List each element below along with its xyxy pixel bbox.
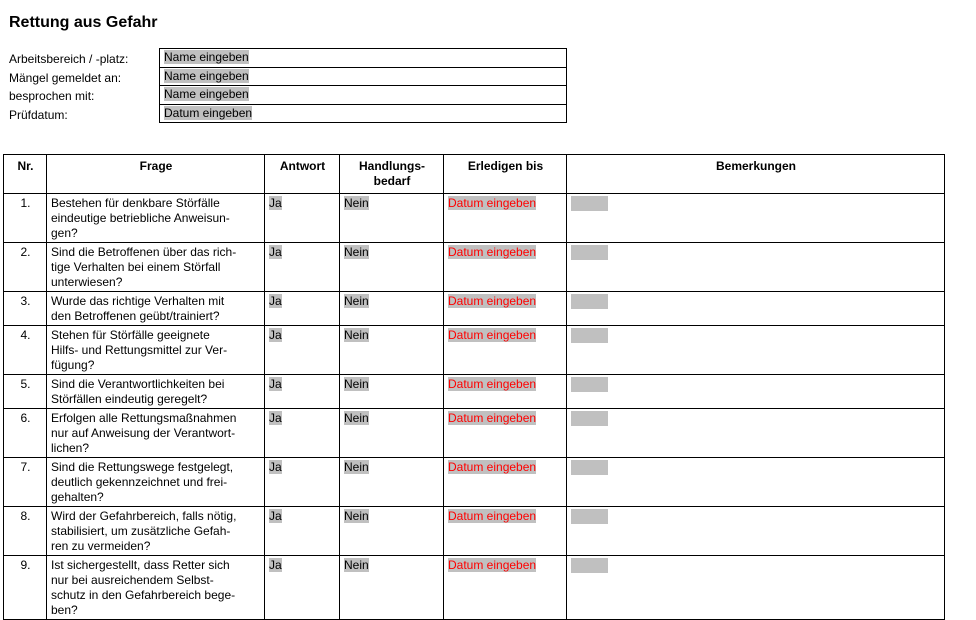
erledigen-value[interactable]: Datum eingeben: [448, 196, 537, 210]
bemerkungen-cell[interactable]: [567, 194, 945, 243]
table-row: [4, 507, 945, 556]
header-frage: Frage: [47, 155, 265, 194]
handlungsbedarf-value[interactable]: Nein: [344, 328, 369, 342]
erledigen-value[interactable]: Datum eingeben: [448, 509, 537, 523]
erledigen-cell[interactable]: [444, 243, 567, 292]
row-number: 5.: [4, 375, 47, 409]
question-cell: [47, 243, 265, 292]
question-line: Wird der Gefahrbereich, falls nötig,: [51, 509, 237, 523]
page-title: Rettung aus Gefahr: [9, 14, 158, 31]
row-number: 8.: [4, 507, 47, 556]
question-line: eindeutige betriebliche Anweisun-: [51, 211, 230, 225]
handlungsbedarf-value[interactable]: Nein: [344, 509, 369, 523]
bemerkungen-value[interactable]: [571, 377, 608, 392]
antwort-cell[interactable]: [265, 292, 340, 326]
question-line: Ist sichergestellt, dass Retter sich: [51, 558, 230, 572]
erledigen-value[interactable]: Datum eingeben: [448, 460, 537, 474]
question-line: unterwiesen?: [51, 275, 123, 289]
antwort-cell[interactable]: [265, 243, 340, 292]
bemerkungen-cell[interactable]: [567, 243, 945, 292]
bemerkungen-value[interactable]: [571, 411, 608, 426]
question-line: fügung?: [51, 358, 95, 372]
row-number: 4.: [4, 326, 47, 375]
bemerkungen-value[interactable]: [571, 328, 608, 343]
row-number: 1.: [4, 194, 47, 243]
bemerkungen-value[interactable]: [571, 558, 608, 573]
checklist-table: [3, 154, 945, 620]
erledigen-value[interactable]: Datum eingeben: [448, 294, 537, 308]
erledigen-cell[interactable]: [444, 326, 567, 375]
handlungsbedarf-cell[interactable]: [340, 243, 444, 292]
erledigen-cell[interactable]: [444, 507, 567, 556]
erledigen-cell[interactable]: [444, 292, 567, 326]
table-row: [4, 292, 945, 326]
antwort-value[interactable]: Ja: [269, 411, 282, 425]
besprochen-field[interactable]: [160, 86, 566, 105]
antwort-value[interactable]: Ja: [269, 460, 282, 474]
bemerkungen-cell[interactable]: [567, 507, 945, 556]
erledigen-value[interactable]: Datum eingeben: [448, 377, 537, 391]
question-line: Störfällen eindeutig geregelt?: [51, 392, 208, 406]
antwort-value[interactable]: Ja: [269, 558, 282, 572]
table-row: [4, 409, 945, 458]
antwort-value[interactable]: Ja: [269, 377, 282, 391]
info-labels: [9, 50, 128, 124]
antwort-cell[interactable]: [265, 556, 340, 620]
erledigen-cell[interactable]: [444, 409, 567, 458]
question-cell: [47, 556, 265, 620]
row-number: 9.: [4, 556, 47, 620]
handlungsbedarf-value[interactable]: Nein: [344, 558, 369, 572]
bemerkungen-cell[interactable]: [567, 556, 945, 620]
info-fields: [159, 48, 567, 123]
row-number: 3.: [4, 292, 47, 326]
table-row: [4, 375, 945, 409]
maengel-value[interactable]: Name eingeben: [164, 68, 249, 83]
handlungsbedarf-cell[interactable]: [340, 292, 444, 326]
arbeitsbereich-value[interactable]: Name eingeben: [164, 50, 249, 64]
antwort-value[interactable]: Ja: [269, 294, 282, 308]
handlungsbedarf-cell[interactable]: [340, 194, 444, 243]
question-line: Erfolgen alle Rettungsmaßnahmen: [51, 411, 237, 425]
question-line: Wurde das richtige Verhalten mit: [51, 294, 225, 308]
row-number: 2.: [4, 243, 47, 292]
antwort-cell[interactable]: [265, 507, 340, 556]
label-pruefdatum: Prüfdatum:: [9, 107, 68, 122]
erledigen-value[interactable]: Datum eingeben: [448, 411, 537, 425]
antwort-cell[interactable]: [265, 375, 340, 409]
handlungsbedarf-value[interactable]: Nein: [344, 196, 369, 210]
row-number: 7.: [4, 458, 47, 507]
table-row: [4, 326, 945, 375]
question-line: ren zu vermeiden?: [51, 539, 151, 553]
question-cell: [47, 458, 265, 507]
question-line: nur bei ausreichendem Selbst-: [51, 573, 214, 587]
handlungsbedarf-cell[interactable]: [340, 375, 444, 409]
antwort-value[interactable]: Ja: [269, 245, 282, 259]
antwort-value[interactable]: Ja: [269, 328, 282, 342]
question-line: Sind die Rettungswege festgelegt,: [51, 460, 234, 474]
question-line: deutlich gekennzeichnet und frei-: [51, 475, 228, 489]
erledigen-value[interactable]: Datum eingeben: [448, 328, 537, 342]
erledigen-value[interactable]: Datum eingeben: [448, 245, 537, 259]
antwort-cell[interactable]: [265, 194, 340, 243]
table-row: [4, 458, 945, 507]
question-line: den Betroffenen geübt/trainiert?: [51, 309, 220, 323]
handlungsbedarf-value[interactable]: Nein: [344, 377, 369, 391]
label-arbeitsbereich: Arbeitsbereich / -platz:: [9, 52, 129, 66]
question-line: stabilisiert, um zusätzliche Gefah-: [51, 524, 231, 538]
bemerkungen-value[interactable]: [571, 245, 608, 260]
question-cell: [47, 507, 265, 556]
question-line: gen?: [51, 226, 78, 240]
erledigen-cell[interactable]: [444, 556, 567, 620]
bemerkungen-cell[interactable]: [567, 409, 945, 458]
handlungsbedarf-cell[interactable]: [340, 507, 444, 556]
antwort-cell[interactable]: [265, 326, 340, 375]
question-cell: [47, 375, 265, 409]
question-line: nur auf Anweisung der Verantwort-: [51, 426, 236, 440]
erledigen-cell[interactable]: [444, 375, 567, 409]
header-nr: Nr.: [4, 155, 47, 194]
besprochen-value[interactable]: Name eingeben: [164, 87, 249, 101]
pruefdatum-field[interactable]: [160, 105, 566, 124]
question-line: gehalten?: [51, 490, 104, 504]
erledigen-cell[interactable]: [444, 458, 567, 507]
pruefdatum-value[interactable]: Datum eingeben: [164, 105, 253, 120]
question-line: tige Verhalten bei einem Störfall: [51, 260, 221, 274]
header-handlungsbedarf-line2: bedarf: [373, 174, 411, 188]
handlungsbedarf-value[interactable]: Nein: [344, 460, 369, 474]
handlungsbedarf-cell[interactable]: [340, 409, 444, 458]
question-line: Sind die Verantwortlichkeiten bei: [51, 377, 225, 391]
handlungsbedarf-cell[interactable]: [340, 556, 444, 620]
table-row: [4, 194, 945, 243]
erledigen-cell[interactable]: [444, 194, 567, 243]
header-handlungsbedarf-line1: Handlungs-: [359, 159, 425, 173]
bemerkungen-value[interactable]: [571, 196, 608, 211]
antwort-value[interactable]: Ja: [269, 509, 282, 523]
bemerkungen-cell[interactable]: [567, 292, 945, 326]
header-bemerkungen: Bemerkungen: [567, 155, 945, 194]
question-cell: [47, 409, 265, 458]
question-line: Bestehen für denkbare Störfälle: [51, 196, 220, 210]
antwort-value[interactable]: Ja: [269, 196, 282, 210]
bemerkungen-value[interactable]: [571, 509, 608, 524]
handlungsbedarf-value[interactable]: Nein: [344, 245, 369, 259]
handlungsbedarf-value[interactable]: Nein: [344, 294, 369, 308]
bemerkungen-cell[interactable]: [567, 458, 945, 507]
header-handlungsbedarf: [340, 155, 444, 194]
question-line: Hilfs- und Rettungsmittel zur Ver-: [51, 343, 228, 357]
antwort-cell[interactable]: [265, 409, 340, 458]
handlungsbedarf-cell[interactable]: [340, 458, 444, 507]
header-erledigen: Erledigen bis: [444, 155, 567, 194]
erledigen-value[interactable]: Datum eingeben: [448, 558, 537, 572]
question-line: ben?: [51, 603, 78, 617]
question-line: Sind die Betroffenen über das rich-: [51, 245, 237, 259]
bemerkungen-cell[interactable]: [567, 375, 945, 409]
bemerkungen-cell[interactable]: [567, 326, 945, 375]
maengel-field[interactable]: [160, 68, 566, 87]
bemerkungen-value[interactable]: [571, 294, 608, 309]
table-row: [4, 556, 945, 620]
handlungsbedarf-cell[interactable]: [340, 326, 444, 375]
arbeitsbereich-field[interactable]: [160, 49, 566, 68]
question-line: Stehen für Störfälle geeignete: [51, 328, 210, 342]
bemerkungen-value[interactable]: [571, 460, 608, 475]
question-line: lichen?: [51, 441, 90, 455]
table-header-row: [4, 155, 945, 194]
header-antwort: Antwort: [265, 155, 340, 194]
row-number: 6.: [4, 409, 47, 458]
label-besprochen: besprochen mit:: [9, 89, 95, 104]
question-cell: [47, 194, 265, 243]
question-cell: [47, 326, 265, 375]
question-cell: [47, 292, 265, 326]
handlungsbedarf-value[interactable]: Nein: [344, 411, 369, 425]
antwort-cell[interactable]: [265, 458, 340, 507]
table-row: [4, 243, 945, 292]
question-line: schutz in den Gefahrbereich bege-: [51, 588, 236, 602]
label-maengel: Mängel gemeldet an:: [9, 70, 122, 85]
